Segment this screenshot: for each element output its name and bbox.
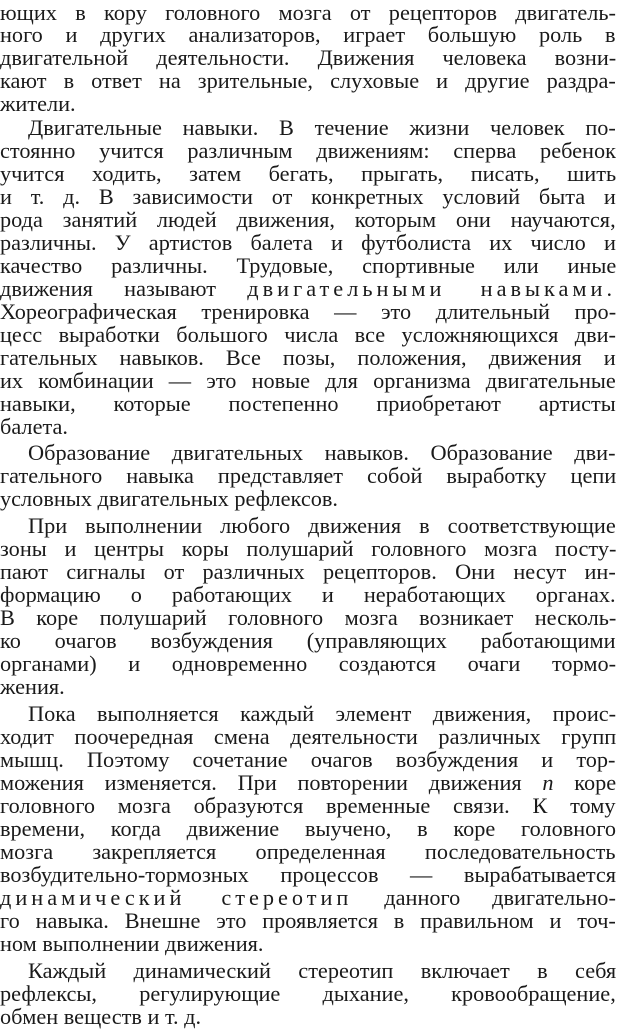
text-line: формацию о работающих и неработающих органах. — [0, 582, 616, 607]
text-line: их комбинации — это новые для организма двигательные — [0, 368, 616, 393]
text-segment: можения изменяется. При повторении движения — [0, 770, 543, 795]
text-line: качество различны. Трудовые, спортивные или иные — [0, 253, 617, 278]
text-line: Пока выполняется каждый элемент движения, проис- — [28, 701, 617, 726]
text-line: и т. д. В зависимости от конкретных условий быта и — [0, 184, 616, 209]
text-line: жители. — [0, 91, 76, 116]
text-line: обмен веществ и т. д. — [0, 1004, 202, 1029]
spaced-term: динамический стереотип — [0, 885, 353, 910]
text-line: мышц. Поэтому сочетание очагов возбуждения и тор- — [0, 747, 616, 772]
text-line: гательного навыка представляет собой выработку цепи — [0, 463, 617, 488]
text-line: стоянно учится различным движениям: сперва ребенок — [0, 138, 616, 163]
text-line: рода занятий людей движения, которым они научаются, — [0, 207, 616, 232]
text-line: ном выполнении движения. — [0, 931, 264, 956]
spaced-term: двигательными навыками. — [247, 276, 617, 301]
italic-letter: п — [542, 770, 554, 795]
text-line: Двигательные навыки. В течение жизни человек по- — [28, 115, 616, 140]
text-line: В коре полушарий головного мозга возникает несколь- — [0, 605, 617, 630]
text-line: гательных навыков. Все позы, положения, движения и — [0, 345, 616, 370]
text-line: балета. — [0, 414, 68, 439]
text-line: мозга закрепляется определенная последовательность — [0, 839, 616, 864]
text-line: навыки, которые постепенно приобретают артисты — [0, 391, 616, 416]
text-line: зоны и центры коры полушарий головного мозга посту- — [0, 536, 617, 561]
text-line: ного и других анализаторов, играет большую роль в — [0, 22, 616, 47]
text-line: кают в ответ на зрительные, слуховые и другие раздра- — [0, 68, 616, 93]
text-line: цесс выработки большого числа все усложняющихся дви- — [0, 322, 616, 347]
text-line: рефлексы, регулирующие дыхание, кровообращение, — [0, 981, 616, 1006]
text-line: го навыка. Внешне это проявляется в правильном и точ- — [0, 908, 616, 933]
text-line: пают сигналы от различных рецепторов. Они несут ин- — [0, 559, 616, 584]
text-line: Хореографическая тренировка — это длительный про- — [0, 299, 617, 324]
text-line: головного мозга образуются временные связи. К тому — [0, 793, 616, 818]
text-segment: данного двигательно- — [352, 885, 616, 910]
text-line: Каждый динамический стереотип включает в себя — [28, 958, 617, 983]
text-line: учится ходить, затем бегать, прыгать, писать, шить — [0, 161, 617, 186]
text-line: жения. — [0, 674, 65, 699]
text-line: ходит поочередная смена деятельности различных групп — [0, 724, 617, 749]
text-line: Образование двигательных навыков. Образование дви- — [28, 440, 616, 465]
text-segment: коре — [553, 770, 617, 795]
text-segment: движения называют — [0, 276, 248, 301]
text-line: ющих в кору головного мозга от рецепторов двигатель- — [0, 0, 616, 25]
text-line: условных двигательных рефлексов. — [0, 486, 338, 511]
text-line: ко очагов возбуждения (управляющих работающими — [0, 628, 616, 653]
text-line: времени, когда движение выучено, в коре головного — [0, 816, 617, 841]
text-line: органами) и одновременно создаются очаги тормо- — [0, 651, 617, 676]
text-line: различны. У артистов балета и футболиста их число и — [0, 230, 616, 255]
text-line: При выполнении любого движения в соответствующие — [28, 513, 616, 538]
text-line: возбудительно-тормозных процессов — вырабатывается — [0, 862, 617, 887]
text-line: двигательной деятельности. Движения человека возни- — [0, 45, 617, 70]
